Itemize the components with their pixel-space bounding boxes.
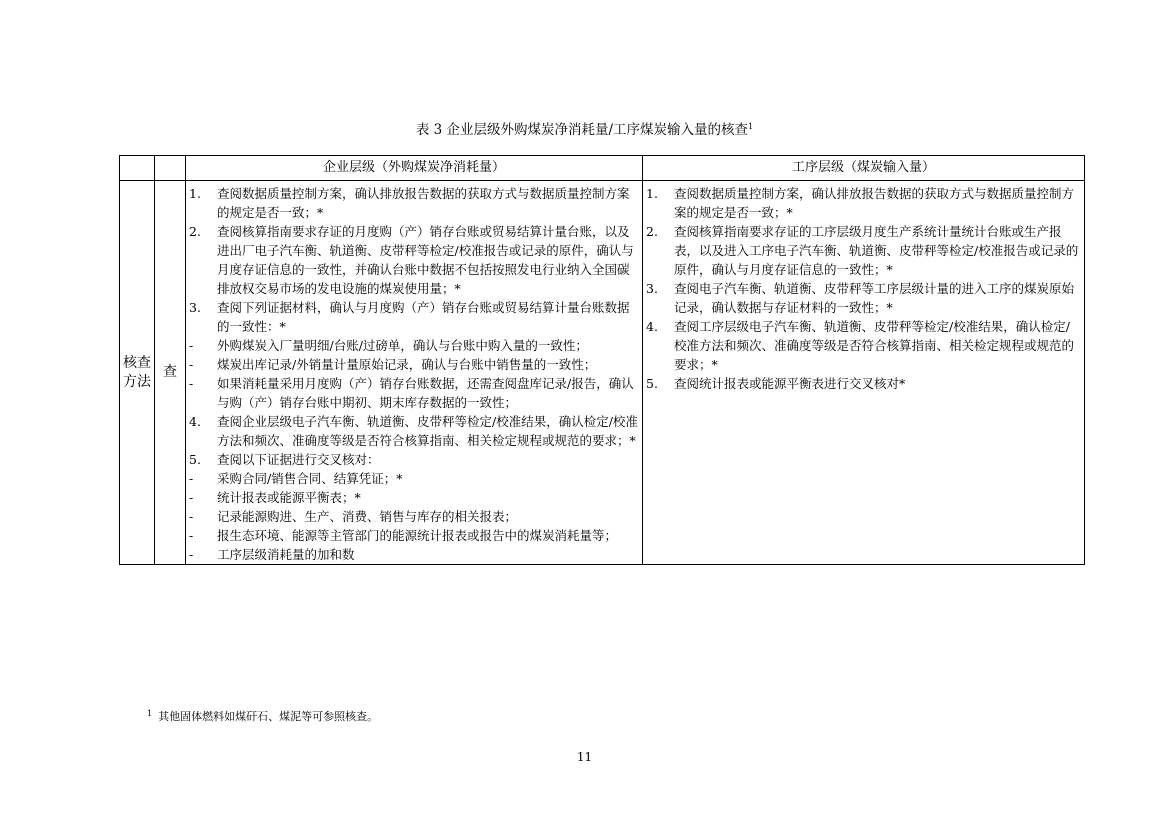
enterprise-item-marker: -	[189, 357, 194, 372]
caption-footnote-mark: 1	[748, 122, 754, 131]
row-label-line-2: 方法	[123, 373, 151, 390]
enterprise-item-list	[186, 184, 642, 564]
footnote-text: 其他固体燃料如煤矸石、煤泥等可参照核查。	[158, 710, 379, 723]
enterprise-item	[186, 298, 642, 336]
process-item-marker: 2.	[646, 224, 658, 239]
enterprise-item-text: 查阅以下证据进行交叉核对：	[217, 452, 380, 467]
page-number: 11	[576, 750, 593, 764]
footnote-mark: 1	[147, 709, 153, 718]
enterprise-item-text: 如果消耗量采用月度购（产）销存台账数据，还需查阅盘库记录/报告，确认与购（产）销存台账中期初、期末库存数据的一致性；	[217, 376, 634, 410]
process-item	[643, 317, 1084, 374]
enterprise-item-text: 采购合同/销售合同、结算凭证；*	[217, 471, 403, 486]
row-sublabel-check: 查	[155, 181, 186, 565]
enterprise-item	[186, 488, 642, 507]
enterprise-item-text: 查阅下列证据材料，确认与月度购（产）销存台账或贸易结算计量台账数据的一致性：*	[217, 300, 630, 334]
process-item	[643, 279, 1084, 317]
process-item-marker: 3.	[646, 281, 658, 296]
enterprise-item	[186, 222, 642, 298]
table-caption	[0, 119, 1169, 138]
enterprise-item	[186, 526, 642, 545]
enterprise-item-text: 报生态环境、能源等主管部门的能源统计报表或报告中的煤炭消耗量等；	[217, 528, 618, 543]
header-empty-cell-1	[120, 156, 155, 181]
enterprise-item	[186, 336, 642, 355]
enterprise-item-text: 煤炭出库记录/外销量计量原始记录，确认与台账中销售量的一致性；	[217, 357, 597, 372]
enterprise-item-text: 记录能源购进、生产、消费、销售与库存的相关报表；	[217, 509, 518, 524]
process-item	[643, 222, 1084, 279]
enterprise-item-marker: 3.	[189, 300, 201, 315]
process-item	[643, 184, 1084, 222]
header-empty-cell-2	[155, 156, 186, 181]
process-item-text: 查阅工序层级电子汽车衡、轨道衡、皮带秤等检定/校准结果，确认检定/校准方法和频次、准确度等级是否符合核算指南、相关检定规程或规范的要求；*	[674, 319, 1075, 372]
process-item-text: 查阅电子汽车衡、轨道衡、皮带秤等工序层级计量的进入工序的煤炭原始记录，确认数据与存证材料的一致性；*	[674, 281, 1075, 315]
enterprise-items-cell	[186, 181, 643, 565]
enterprise-item	[186, 184, 642, 222]
row-label-line-1: 核查	[123, 354, 151, 371]
process-item-text: 查阅核算指南要求存证的工序层级月度生产系统计量统计台账或生产报表，以及进入工序电子汽车衡、轨道衡、皮带秤等检定/校准报告或记录的原件，确认与月度存证信息的一致性；*	[674, 224, 1079, 277]
table-header-row	[120, 156, 1085, 181]
enterprise-item-marker: 5.	[189, 452, 201, 467]
enterprise-item	[186, 507, 642, 526]
enterprise-item-marker: -	[189, 490, 194, 505]
enterprise-item	[186, 412, 642, 450]
caption-text: 表 3 企业层级外购煤炭净消耗量/工序煤炭输入量的核查	[415, 122, 749, 138]
enterprise-item-text: 查阅企业层级电子汽车衡、轨道衡、皮带秤等检定/校准结果，确认检定/校准方法和频次、准确度等级是否符合核算指南、相关检定规程或规范的要求；*	[217, 414, 638, 448]
enterprise-item-marker: 4.	[189, 414, 201, 429]
enterprise-item-marker: -	[189, 509, 194, 524]
enterprise-item-marker: -	[189, 338, 194, 353]
process-item-marker: 1.	[646, 186, 658, 201]
process-item-list	[643, 184, 1084, 393]
enterprise-item-marker: -	[189, 528, 194, 543]
row-label-verification-method	[120, 181, 155, 565]
enterprise-item-text: 工序层级消耗量的加和数	[217, 547, 355, 562]
enterprise-item	[186, 469, 642, 488]
header-enterprise-level: 企业层级（外购煤炭净消耗量）	[186, 156, 643, 181]
enterprise-item-text: 查阅核算指南要求存证的月度购（产）销存台账或贸易结算计量台账，以及进出厂电子汽车衡、轨道衡、皮带秤等检定/校准报告或记录的原件，确认与月度存证信息的一致性，并确认台账中数据不包括按照发电行业纳入全国碳排放权交易市场的发电设施的煤炭使用量；*	[217, 224, 634, 296]
enterprise-item-text: 查阅数据质量控制方案，确认排放报告数据的获取方式与数据质量控制方案的规定是否一致；*	[217, 186, 630, 220]
enterprise-item	[186, 450, 642, 469]
process-item-marker: 5.	[646, 376, 658, 391]
process-item-text: 查阅数据质量控制方案，确认排放报告数据的获取方式与数据质量控制方案的规定是否一致；*	[674, 186, 1075, 220]
enterprise-item-marker: -	[189, 547, 194, 562]
enterprise-item-marker: -	[189, 376, 194, 391]
process-item	[643, 374, 1084, 393]
process-items-cell	[643, 181, 1085, 565]
enterprise-item	[186, 545, 642, 564]
enterprise-item-marker: 2.	[189, 224, 201, 239]
process-item-text: 查阅统计报表或能源平衡表进行交叉核对*	[674, 376, 906, 391]
enterprise-item-text: 统计报表或能源平衡表；*	[217, 490, 361, 505]
header-process-level: 工序层级（煤炭输入量）	[643, 156, 1085, 181]
process-item-marker: 4.	[646, 319, 658, 334]
footnote	[147, 707, 378, 724]
enterprise-item-marker: -	[189, 471, 194, 486]
verification-table	[119, 155, 1085, 565]
table-body-row	[120, 181, 1085, 565]
enterprise-item-text: 外购煤炭入厂量明细/台账/过磅单，确认与台账中购入量的一致性；	[217, 338, 588, 353]
enterprise-item-marker: 1.	[189, 186, 201, 201]
enterprise-item	[186, 355, 642, 374]
enterprise-item	[186, 374, 642, 412]
